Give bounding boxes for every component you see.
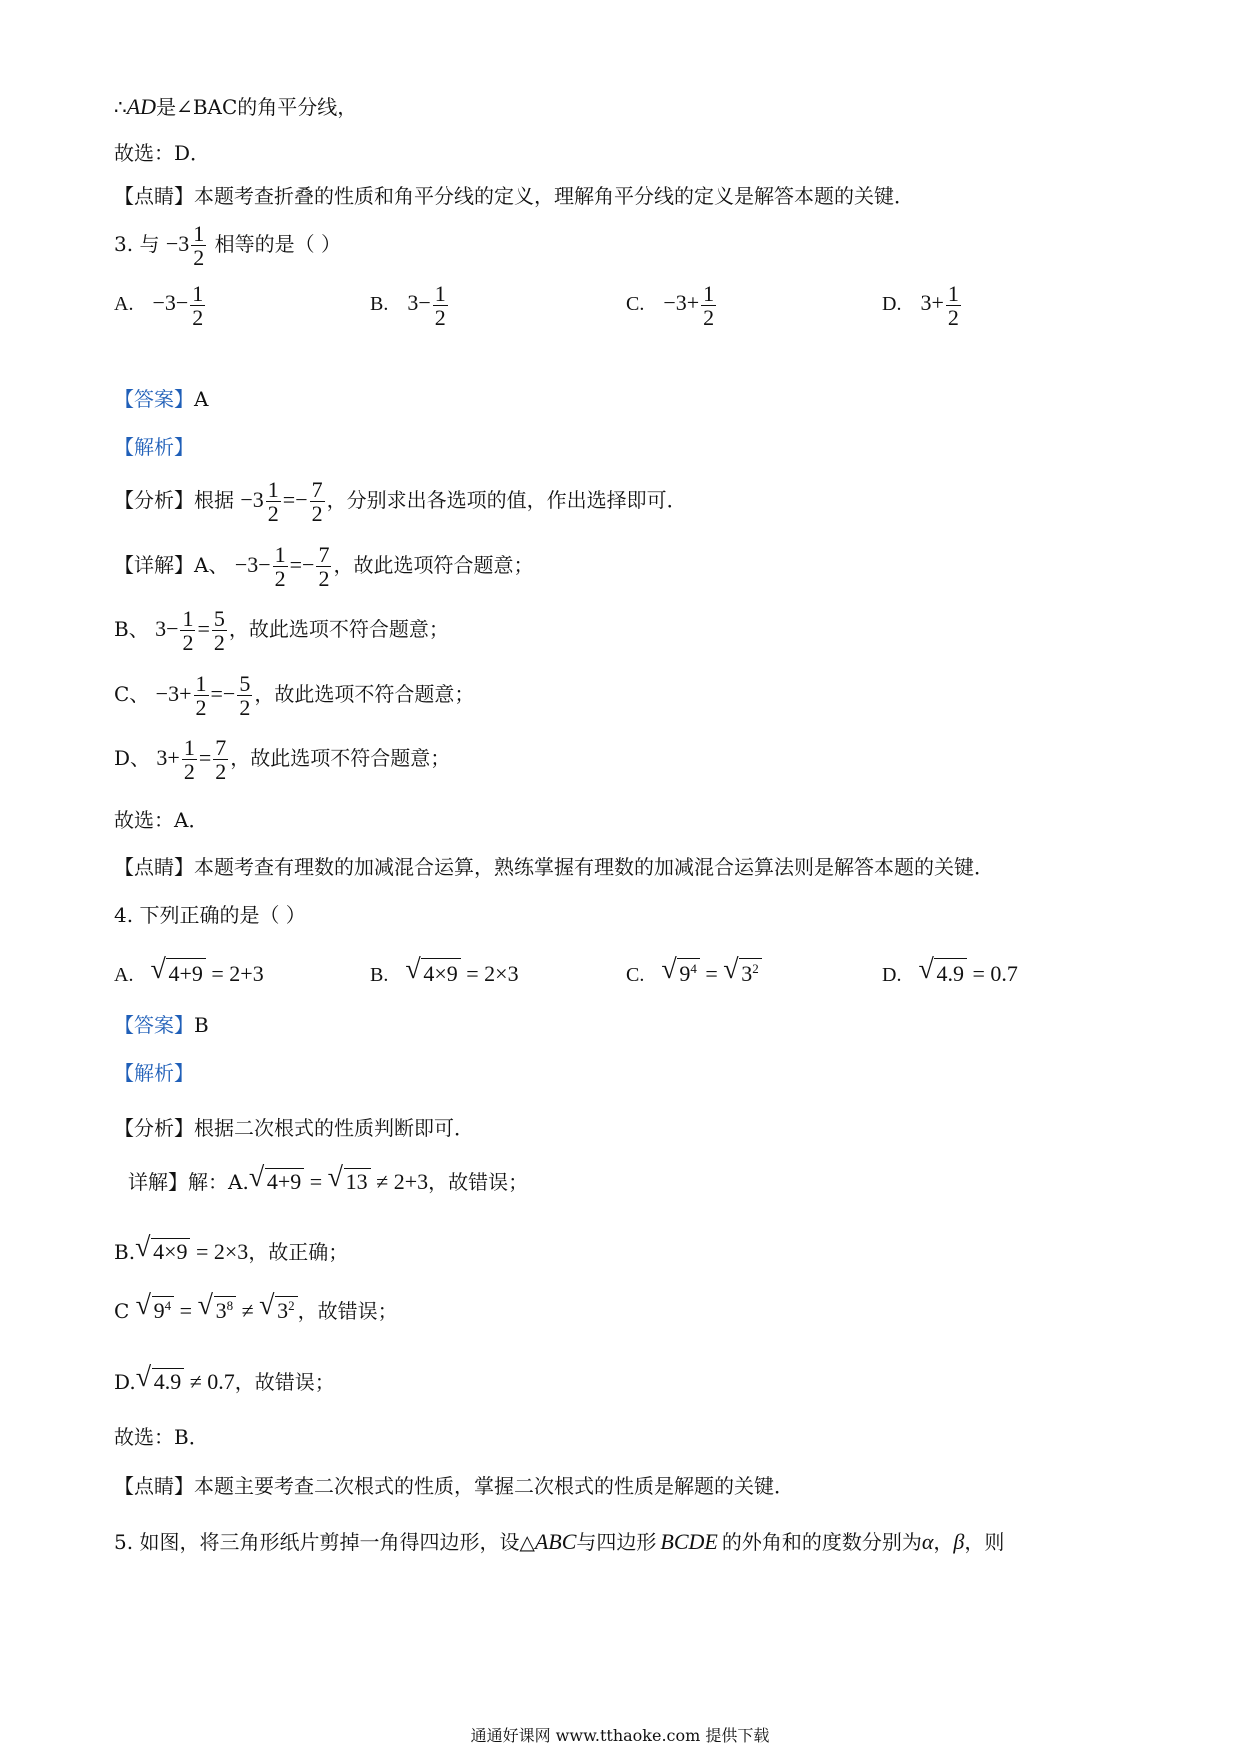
q4-option-b: B. √ 4×9 = 2×3 xyxy=(370,958,519,987)
q3-jiexi-tag: 【解析】 xyxy=(114,435,194,459)
q3-xiangjie-d: D、 3+ $\frac{1}{2}$ = $\frac{7}{2}$ ，故此选项不符合题意； xyxy=(114,735,451,785)
q3-guxuan: 故选：A． xyxy=(114,808,209,832)
q3-option-b: B. 3− $\frac{1}{2}$ xyxy=(370,281,446,331)
q3-dianjing: 【点睛】本题考查有理数的加减混合运算，熟练掌握有理数的加减混合运算法则是解答本题的关键． xyxy=(114,855,994,879)
q3-stem-suffix: 相等的是（ ） xyxy=(214,232,341,257)
q5-stem: 5. 如图，将三角形纸片剪掉一角得四边形，设△ABC与四边形 BCDE 的外角和的度数分别为α，β，则 xyxy=(114,1529,1005,1554)
dianjing-line xyxy=(114,186,914,206)
q4-answer: 【答案】B xyxy=(114,1013,209,1037)
option-label: C. xyxy=(626,293,645,316)
therefore-symbol: ∴ xyxy=(114,95,127,119)
line-conclusion xyxy=(114,96,357,118)
fenxi-tag: 【分析】 xyxy=(114,488,194,513)
q4-jiexi-tag: 【解析】 xyxy=(114,1061,194,1085)
q4-fenxi: 【分析】根据二次根式的性质判断即可． xyxy=(114,1116,474,1140)
q3-option-d: D. 3+ $\frac{1}{2}$ xyxy=(882,281,959,331)
q3-option-a: A. −3− $\frac{1}{2}$ xyxy=(114,281,204,331)
q4-xiangjie-b: B.√ 4×9 = 2×3，故正确； xyxy=(114,1238,348,1263)
q3-stem xyxy=(114,222,341,269)
q4-option-a: A. √ 4+9 = 2+3 xyxy=(114,958,264,987)
q4-dianjing: 【点睛】本题主要考查二次根式的性质，掌握二次根式的性质是解题的关键． xyxy=(114,1474,794,1498)
q4-xiangjie-a: 详解】解：A.√ 4+9 = √ 13 ≠ 2+3，故错误； xyxy=(128,1168,528,1193)
dianjing-text: 本题考查折叠的性质和角平分线的定义，理解角平分线的定义是解答本题的关键． xyxy=(194,184,914,208)
q3-stem-prefix: 3. 与 xyxy=(114,232,160,257)
q4-guxuan: 故选：B． xyxy=(114,1425,209,1449)
q3-xiangjie-c: C、 −3+ $\frac{1}{2}$ =− $\frac{5}{2}$ ，故此选项不符合题意； xyxy=(114,671,475,721)
q4-stem: 4. 下列正确的是（ ） xyxy=(114,903,306,927)
option-label: D. xyxy=(882,293,902,316)
q3-expression: −3 xyxy=(165,231,190,257)
q3-fenxi: 【分析】根据 −3 $\frac{1}{2}$ =− $\frac{7}{2}$ ，分别求出各选项的值，作出选择即可． xyxy=(114,477,687,527)
answer-tag: 【答案】 xyxy=(114,387,194,411)
page-footer: 通通好课网 www.tthaoke.com 提供下载 xyxy=(470,1726,770,1745)
q4-xiangjie-c: C √ $9^4$ = √ $3^8$ ≠ √ $3^2$ ，故错误； xyxy=(114,1296,398,1322)
q3-xiangjie-b: B、 3− $\frac{1}{2}$ = $\frac{5}{2}$ ，故此选项不符合题意； xyxy=(114,606,449,656)
choice-statement: 故选：D． xyxy=(114,141,211,165)
q4-option-d: D. √ 4.9 = 0.7 xyxy=(882,958,1018,987)
q4-xiangjie-d: D.√ 4.9 ≠ 0.7，故错误； xyxy=(114,1368,335,1393)
xiangjie-tag: 【详解】 xyxy=(114,553,194,578)
fraction: $\frac{1}{2}$ xyxy=(193,221,205,271)
q3-option-c: C. −3+ $\frac{1}{2}$ xyxy=(626,281,715,331)
option-label: B. xyxy=(370,293,389,316)
segment-AD: AD xyxy=(126,94,157,119)
option-label: A. xyxy=(114,293,134,316)
dianjing-tag: 【点睛】 xyxy=(114,184,194,208)
answer-value: A xyxy=(194,387,209,411)
q4-option-c: C. √ $9^4$ = √ $3^2$ xyxy=(626,958,762,987)
q3-xiangjie-a: 【详解】A、 −3− $\frac{1}{2}$ =− $\frac{7}{2}$ ，故此选项符合题意； xyxy=(114,542,534,592)
q3-answer xyxy=(114,389,208,409)
line-text: 是∠BAC的角平分线， xyxy=(156,95,358,119)
